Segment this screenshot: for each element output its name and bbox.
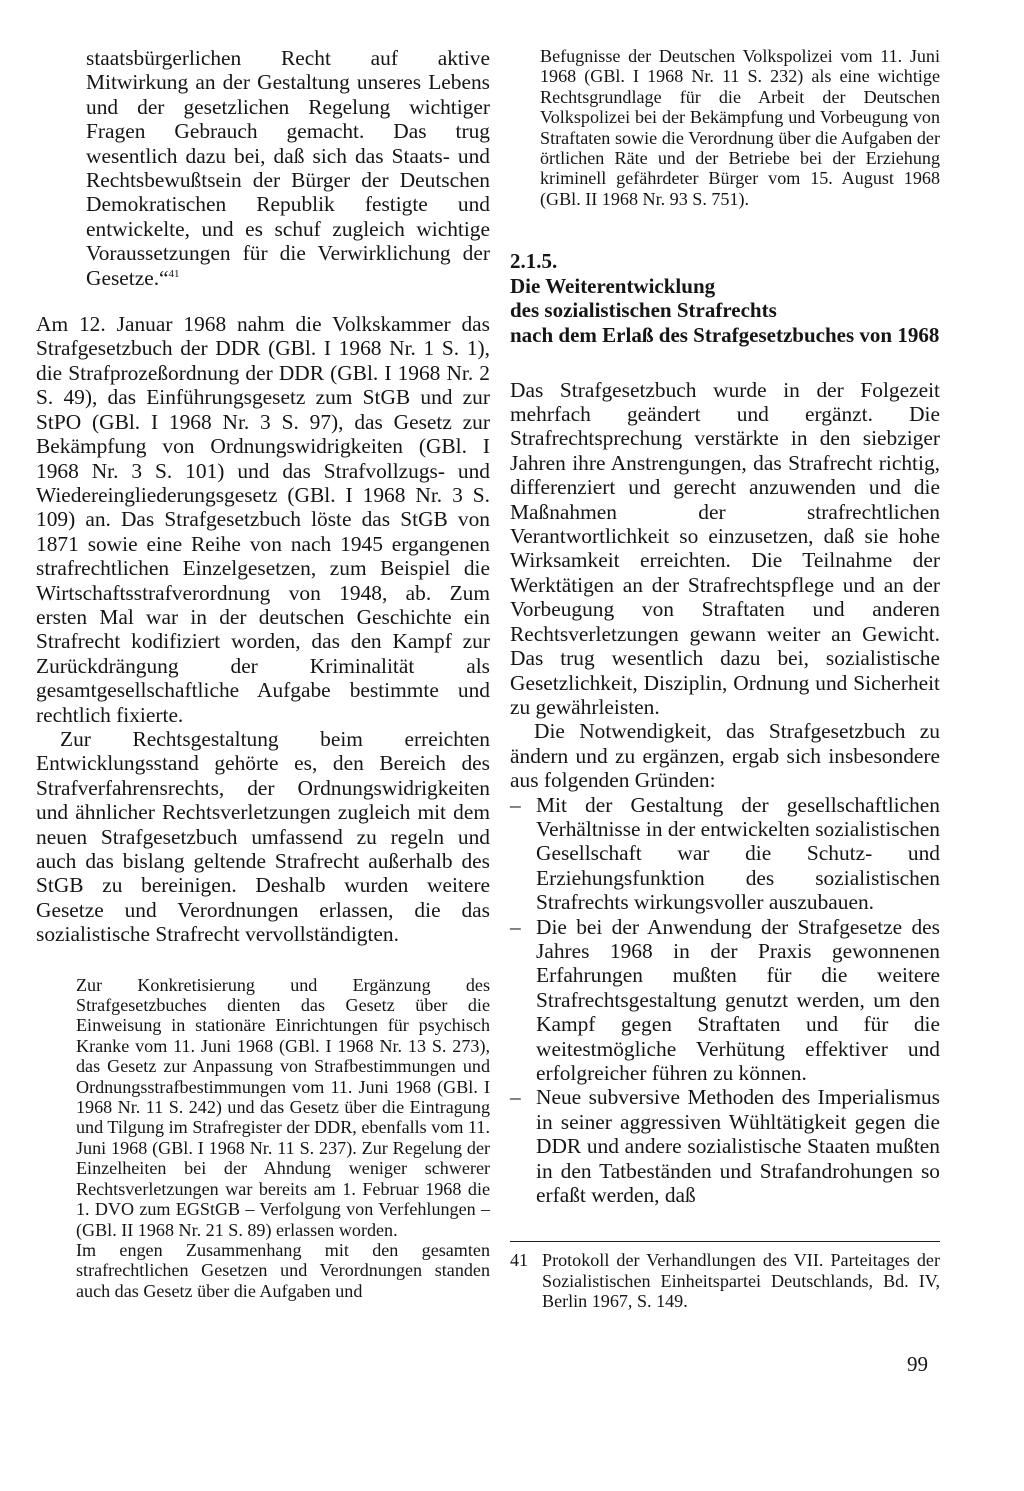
dash-marker: – <box>510 914 521 939</box>
section-title-line: Die Weiterentwicklung <box>510 273 716 298</box>
section-number: 2.1.5. <box>510 249 558 274</box>
quote-block <box>86 46 490 290</box>
footnote-divider <box>510 1241 940 1242</box>
small-print-paragraph: Zur Konkretisierung und Ergänzung des Strafgesetzbuches dienten das Gesetz über die Einweisung in stationäre Einrichtungen für psychisch Kranke vom 11. Juni 1968 (GBl. I 1968 Nr. 13 S. 273), das Gesetz zur Anpassung von Strafbestimmungen und Ordnungsstrafbestimmungen vom 11. Juni 1968 (GBl. I 1968 Nr. 11 S. 242) und das Gesetz über die Eintragung und Tilgung im Strafregister der DDR, ebenfalls vom 11. Juni 1968 (GBl. I 1968 Nr. 11 S. 237). Zur Regelung der Einzelheiten bei der Ahndung weniger schwerer Rechtsverletzungen war bereits am 1. Februar 1968 die 1. DVO zum EGStGB – Verfolgung von Verfehlungen – (GBl. II 1968 Nr. 21 S. 89) erlassen worden. <box>76 974 490 1240</box>
body-paragraph: Das Strafgesetzbuch wurde in der Folgezeit mehrfach geändert und ergänzt. Die Strafrechtsprechung verstärkte in den siebziger Jahren ihre Anstrengungen, das Strafrecht richtig, differenziert und gerecht anzuwenden und die Maßnahmen der strafrechtlichen Verantwortlichkeit so einzusetzen, daß sie hohe Wirksamkeit erreichten. Die Teilnahme der Werktätigen an der Strafrechtspflege und an der Vorbeugung von Straftaten und anderen Rechtsverletzungen gewann weiter an Gewicht. Das trug wesentlich dazu bei, sozialistische Gesetzlichkeit, Disziplin, Ordnung und Sicherheit zu gewährleisten. <box>510 377 940 719</box>
footnote-reference: 41 <box>168 267 180 280</box>
list-item <box>510 915 940 1086</box>
footnote-text: Protokoll der Verhandlungen des VII. Parteitages der Sozialistischen Einheitspartei Deutschlands, Bd. IV, Berlin 1967, S. 149. <box>542 1250 940 1312</box>
footnote <box>510 1250 940 1312</box>
page-number: 99 <box>907 1352 928 1376</box>
section-title-line: nach dem Erlaß des Strafgesetzbuches von 1968 <box>510 323 940 348</box>
section-heading <box>510 249 940 347</box>
right-column <box>510 46 940 1312</box>
list-item-text: Die bei der Anwendung der Strafgesetze des Jahres 1968 in der Praxis gewonnenen Erfahrungen mußten für die weitere Strafrechtsgestaltung genutzt werden, um den Kampf gegen Straftaten und für die weitestmögliche Verhütung effektiver und erfolgreicher führen zu können. <box>536 914 940 1085</box>
footnote-number: 41 <box>510 1250 529 1271</box>
list-item <box>510 1085 940 1207</box>
list-item-text: Neue subversive Methoden des Imperialismus in seiner aggressiven Wühltätigkeit gegen die DDR und andere sozialistische Staaten mußten in den Tatbeständen und Strafandrohungen so erfaßt werden, daß <box>536 1085 940 1208</box>
dash-marker: – <box>510 1085 521 1110</box>
small-print-paragraph: Im engen Zusammenhang mit den gesamten strafrechtlichen Gesetzen und Verordnungen standen auch das Gesetz über die Aufgaben und <box>76 1239 490 1301</box>
dash-marker: – <box>510 792 521 817</box>
section-title-line: des sozialistischen Strafrechts <box>510 298 777 323</box>
left-column <box>36 46 490 1301</box>
reasons-list <box>510 793 940 1208</box>
body-paragraph: Zur Rechtsgestaltung beim erreichten Entwicklungsstand gehörte es, den Bereich des Strafverfahrensrechts, der Ordnungswidrigkeiten und ähnlicher Rechtsverletzungen zugleich mit dem neuen Strafgesetzbuch umfassend zu regeln und auch das bislang geltende Strafrecht außerhalb des StGB zu bereinigen. Deshalb wurden weitere Gesetze und Verordnungen erlassen, die das sozialistische Strafrecht vervollständigten. <box>36 726 490 947</box>
body-paragraph: Am 12. Januar 1968 nahm die Volkskammer das Strafgesetzbuch der DDR (GBl. I 1968 Nr. 1 S. 1), die Strafprozeßordnung der DDR (GBl. I 1968 Nr. 2 S. 49), das Einführungsgesetz zum StGB und zur StPO (GBl. I 1968 Nr. 3 S. 97), das Gesetz zur Bekämpfung von Ordnungswidrigkeiten (GBl. I 1968 Nr. 3 S. 101) und das Strafvollzugs- und Wiedereingliederungsgesetz (GBl. I 1968 Nr. 3 S. 109) an. Das Strafgesetzbuch löste das StGB von 1871 sowie eine Reihe von nach 1945 ergangenen strafrechtlichen Einzelgesetzen, zum Beispiel die Wirtschaftsstrafverordnung von 1948, ab. Zum ersten Mal war in der deutschen Geschichte ein Strafrecht kodifiziert worden, das den Kampf zur Zurückdrängung der Kriminalität als gesamtgesellschaftliche Aufgabe bestimmte und rechtlich fixierte. <box>36 312 490 727</box>
quote-text: staatsbürgerlichen Recht auf aktive Mitwirkung an der Gestaltung unseres Lebens und der gesetzlichen Regelung wichtiger Fragen Gebrauch gemacht. Das trug wesentlich dazu bei, daß sich das Staats- und Rechtsbewußtsein der Bürger der Deutschen Demokratischen Republik festigte und entwickelte, und es schuf zugleich wichtige Voraussetzungen für die Verwirklichung der Gesetze.“ <box>86 46 490 290</box>
small-print-paragraph: Befugnisse der Deutschen Volkspolizei vom 11. Juni 1968 (GBl. I 1968 Nr. 11 S. 232) als eine wichtige Rechtsgrundlage für die Arbeit der Deutschen Volkspolizei bei der Bekämpfung und Vorbeugung von Straftaten sowie die Verordnung über die Aufgaben der örtlichen Räte und der Betriebe bei der Erziehung kriminell gefährdeter Bürger vom 15. August 1968 (GBl. II 1968 Nr. 93 S. 751). <box>540 46 940 209</box>
body-paragraph: Die Notwendigkeit, das Strafgesetzbuch zu ändern und zu ergänzen, ergab sich insbesondere aus folgenden Gründen: <box>510 719 940 793</box>
list-item <box>510 793 940 915</box>
list-item-text: Mit der Gestaltung der gesellschaftlichen Verhältnisse in der entwickelten sozialistischen Gesellschaft war die Schutz- und Erziehungsfunktion des sozialistischen Strafrechts wirkungsvoller auszubauen. <box>536 792 940 915</box>
